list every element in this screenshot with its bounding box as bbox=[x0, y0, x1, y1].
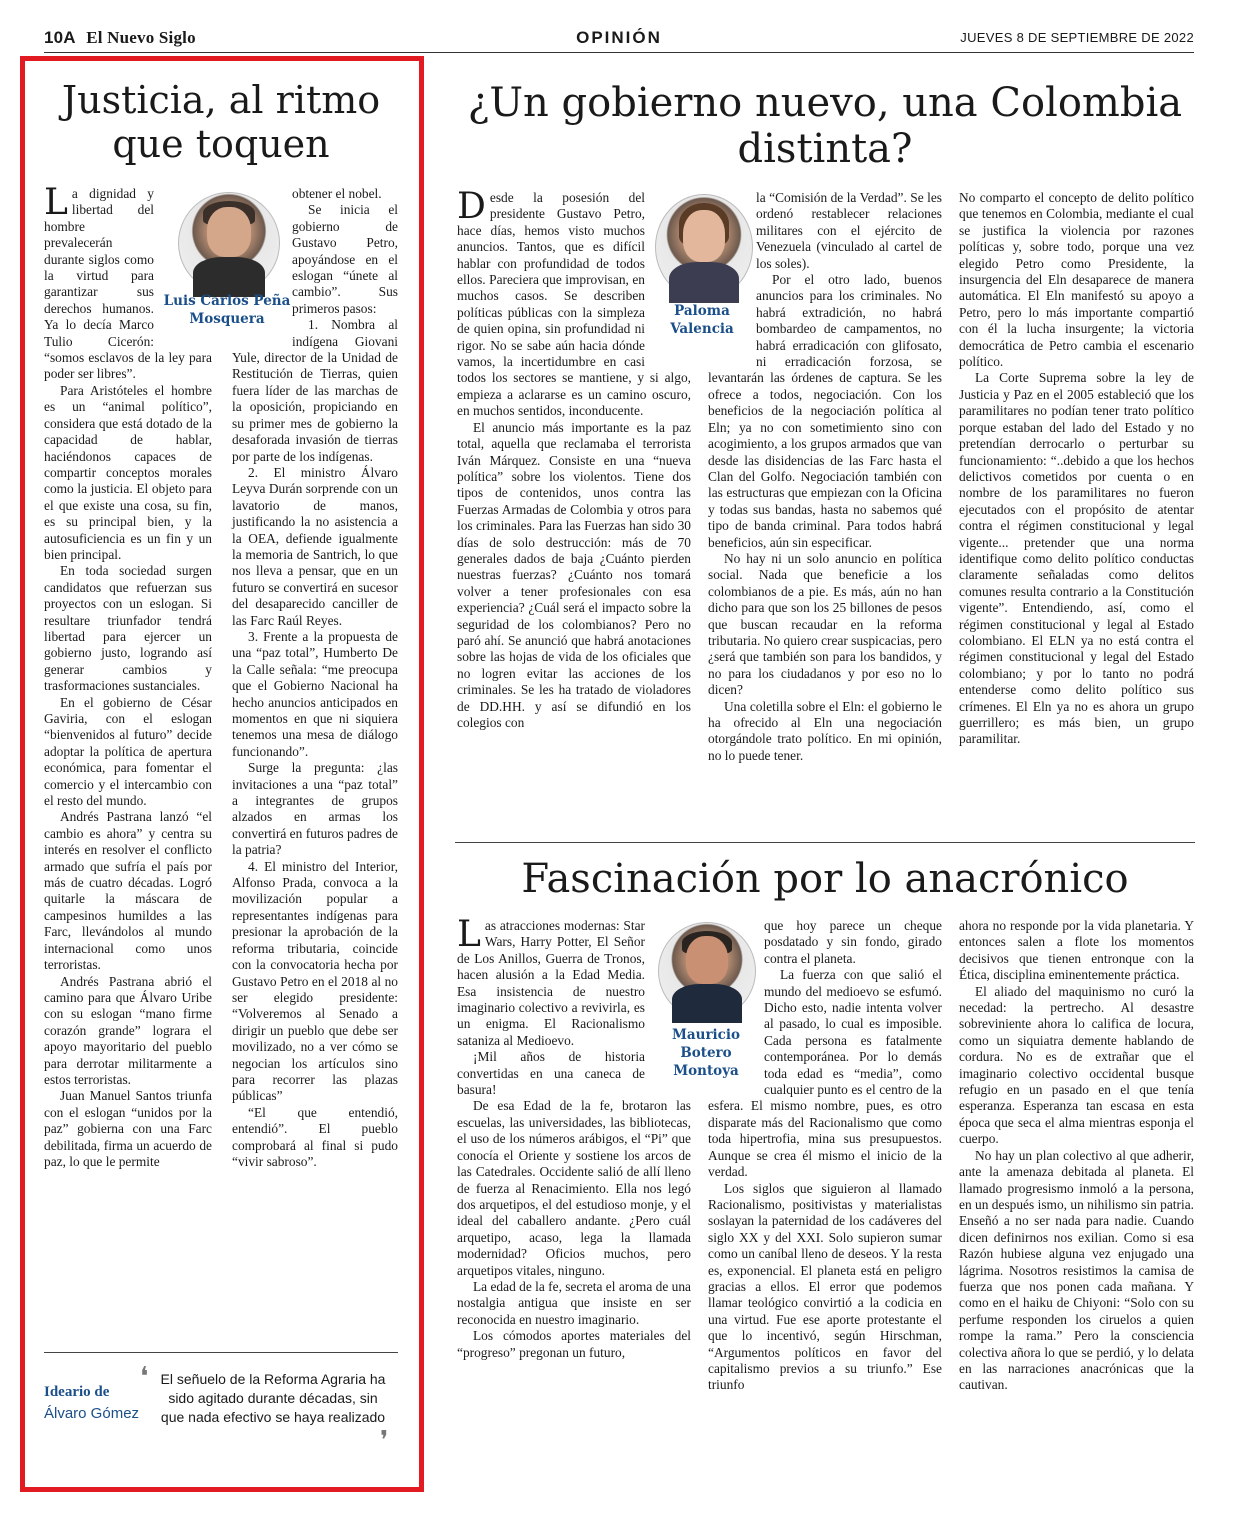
page-number: 10A bbox=[44, 28, 76, 47]
article2-title: ¿Un gobierno nuevo, una Colombia distinta? bbox=[467, 80, 1183, 173]
drop-cap: L bbox=[457, 914, 481, 955]
article-divider bbox=[455, 842, 1195, 843]
paragraph: Juan Manuel Santos triunfa con el eslogan “unidos por la paz” gobierna con una Farc debilitada, firma un acuerdo de paz, lo que le permite bbox=[44, 1088, 212, 1169]
article2-column-3 bbox=[959, 190, 1194, 748]
paragraph: Andrés Pastrana abrió el camino para que Álvaro Uribe con su eslogan “mano firme corazón grande” lograra el apoyo mayoritario del pueblo para derrotar militarmente a estos terroristas. bbox=[44, 973, 212, 1087]
paragraph: La fuerza con que salió el mundo del medioevo se esfumó. Dicho esto, nadie intenta volver al pasado, lo cual es imposible. Cada persona es fatalmente contemporánea. Por lo demás toda edad es “media”, como cualquier punto es el centro de la esfera. El mismo nombre, pues, es otro disparate más del Racionalismo que como toda hipertrofia, mina sus presupuestos. Aunque se crea él mismo el inicio de la verdad. bbox=[708, 967, 942, 1180]
paragraph: La dignidad y libertad del hombre prevalecerán durante siglos como la virtud para garantizar sus derechos humanos. Ya lo decía Marco Tulio Cicerón: “somos esclavos de la ley para poder ser libres”. bbox=[44, 182, 212, 382]
article3-title: Fascinación por lo anacrónico bbox=[521, 856, 1129, 902]
ideario-divider bbox=[44, 1352, 398, 1353]
photo-spacer bbox=[645, 190, 691, 366]
paragraph: Desde la posesión del presidente Gustavo Petro, hace días, hemos visto muchos anuncios. Tantos, que es difícil hablar con profundidad de todos ellos. Pareciera que improvisan, en muchos casos. Se describen políticas públicas con la simpleza de quien opina, sin profundidad ni rigor. No se sabe aún hacia dónde vamos, la incertidumbre en casi todos los sectores se mantiene, y si algo, empieza a aclararse es un camino oscuro, en muchos sentidos, inconducente. bbox=[457, 186, 691, 419]
article1-author: Luis Carlos Peña Mosquera bbox=[163, 293, 291, 327]
article2-column-2 bbox=[708, 190, 942, 764]
ideario-label: Ideario de bbox=[44, 1384, 110, 1400]
header-divider bbox=[44, 52, 1194, 53]
article2-column-1 bbox=[457, 186, 691, 731]
article1-column-1 bbox=[44, 182, 212, 1170]
paragraph: Los siglos que siguieron al llamado Racionalismo, positivistas y materialistas soslayan la paternidad de los cadáveres del siglo XX y del XXI. Solo supieron sumar como un caníbal lleno de deseos. Y la resta es, exponencial. El planeta está en peligro gracias a ellos. El error que podemos llamar teológico convirtió a la codicia en una virtud. Fue ese aporte protestante el que lo incentivó, según Hirschman, “Argumentos políticos en favor del capitalismo previos a su triunfo.” Ese triunfo bbox=[708, 1180, 942, 1393]
paragraph: Andrés Pastrana lanzó “el cambio es ahora” y centra su interés en resolver el conflicto armado que sufría el país por más de cuatro décadas. Logró quitarle la máscara de campesinos humildes a las Farc, llevándolos al mundo internacional como unos terroristas. bbox=[44, 809, 212, 973]
article3-column-2 bbox=[708, 918, 942, 1394]
paragraph: obtener el nobel. bbox=[292, 186, 382, 201]
paragraph: 3. Frente a la propuesta de una “paz total”, Humberto De la Calle señala: “me preocupa que el Gobierno Nacional ha hecho anuncios anticipados en momentos en que ni siquiera tenemos una mesa de diálogo funcionando”. bbox=[232, 628, 398, 759]
paragraph: Una coletilla sobre el Eln: el gobierno le ha ofrecido al Eln una negociación otorgándole trato político. En mi opinión, no lo puede tener. bbox=[708, 698, 942, 763]
ideario-name: Álvaro Gómez bbox=[44, 1405, 140, 1422]
paragraph: “El que entendió, entendió”. El pueblo comprobará al final si pudo “vivir sabroso”. bbox=[232, 1104, 398, 1169]
paragraph: La Corte Suprema sobre la ley de Justicia y Paz en el 2005 estableció que los paramilitares no podían tener trato político porque estaban del lado del Estado y no pretendían derrocarlo o perturbar su funcionamiento: “..debido a que los hechos delictivos cometidos por cuenta o en nombre de los paramilitares no fueron ejecutados con el propósito de atentar contra el régimen constitucional y legal vigente... pretender que una norma identifique como delito político conductas claramente señaladas como delitos comunes resulta contrario a la Constitución vigente”. Entendiendo, así, como el régimen constitucional y legal al Estado colombiano. El ELN ya no está contra el régimen constitucional y legal del Estado colombiano; y por lo tanto no podrá entenderse como delito político sus crímenes. El Eln ya no es ahora un grupo guerrillero; es más bien, un grupo paramilitar. bbox=[959, 370, 1194, 747]
drop-cap: L bbox=[44, 182, 68, 223]
paragraph: 1. Nombra al indígena Giovani Yule, director de la Unidad de Restitución de Tierras, quien fuera líder de las marchas de la oposición, propiciando en su primer mes de gobierno la desaforada invasión de tierras por parte de los indígenas. bbox=[232, 317, 398, 464]
paragraph: La edad de la fe, secreta el aroma de una nostalgia antigua que insiste en ser reconocida en nuestro imaginario. bbox=[457, 1278, 691, 1327]
ideario-quote: El señuelo de la Reforma Agraria ha sido agitado durante décadas, sin que nada efectivo se haya realizado bbox=[160, 1371, 386, 1425]
paragraph: El aliado del maquinismo no curó la necedad: la pertrecho. Al desastre sobreviniente ahora lo califica de locura, como un siquiatra demente hablando de cordura. No es de extrañar que el imaginario colectivo occidental busque refugio en un pasado en el que tenía esperanza. Esperanza tan escasa en esta época que seca el alma mientras esponja el cuerpo. bbox=[959, 983, 1194, 1147]
section-title: OPINIÓN bbox=[576, 28, 662, 47]
paragraph: Surge la pregunta: ¿las invitaciones a una “paz total” a integrantes de grupos alzados en armas los convertirá en futuros padres de la patria? bbox=[232, 760, 398, 858]
article3-author: Mauricio Botero Montoya bbox=[671, 1027, 741, 1079]
close-quote-icon: ❜ bbox=[380, 1426, 389, 1456]
paragraph: Los cómodos aportes materiales del “progreso” pregonan un futuro, bbox=[457, 1328, 691, 1360]
photo-spacer bbox=[708, 190, 756, 366]
drop-cap: D bbox=[457, 186, 486, 227]
paragraph: En el gobierno de César Gaviria, con el eslogan “bienvenidos al futuro” decide adoptar la política de apertura económica, para fomentar el comercio y el intercambio con el resto del mundo. bbox=[44, 694, 212, 809]
photo-spacer bbox=[645, 918, 691, 1094]
paper-name: El Nuevo Siglo bbox=[86, 28, 196, 47]
article2-author: Paloma Valencia bbox=[670, 303, 734, 337]
paragraph: 4. El ministro del Interior, Alfonso Prada, convoca a la movilización popular a representantes indígenas para presionar la aprobación de la reforma tributaria, coincide con la convocatoria hecha por Gustavo Petro en el 2018 al no ser elegido presidente: “Volveremos al Senado a dirigir un pueblo que debe ser movilizado, no a ver cómo se negocian los artículos sino para recorrer las plazas públicas” bbox=[232, 858, 398, 1104]
paragraph: 2. El ministro Álvaro Leyva Durán sorprende con un lavatorio de manos, justificando la no asistencia a la OEA, defiende igualmente la memoria de Santrich, lo que nos lleva a pensar, que en un futuro se convertirá en sucesor del desaparecido canciller de las Farc Raúl Reyes. bbox=[232, 464, 398, 628]
article1-column-2 bbox=[232, 186, 398, 1170]
paragraph: Se inicia el gobierno de Gustavo Petro, apoyándose en el eslogan “únete al cambio”. Sus primeros pasos: bbox=[292, 202, 398, 316]
paragraph: No comparto el concepto de delito político que tenemos en Colombia, mediante el cual se justifica la violencia por razones políticas y, sobre todo, porque una vez elegido Petro como Presidente, la insurgencia del Eln desaparece de manera automática. El Eln manifestó su apoyo a Petro, pero lo más importante compartió con él la lucha insurgente; la victoria democrática de Petro cambia el escenario político. bbox=[959, 190, 1194, 370]
photo-spacer bbox=[154, 186, 212, 336]
paragraph: Por el otro lado, buenos anuncios para los criminales. No habrá extradición, no habrá bombardeo de campamentos, no habrá erradicación con glifosato, ni erradicación forzosa, se levantarán las órdenes de captura. Se les ofrece a todos, negociación. Con los beneficios de la negociación política al Eln; ya no con sometimiento sino con acogimiento, a los grupos armados que van desde las disidencias de las Farc hasta el Clan del Golfo. Negociación también con las estructuras que empiezan con la Oficina y todas sus bandas, hasta no sabemos qué tipo de banda criminal. Para todos habrá beneficios, aún sin especificar. bbox=[708, 272, 942, 550]
paragraph: la “Comisión de la Verdad”. Se les ordenó restablecer relaciones militares con el ejército de Venezuela (vinculado al cartel de los soles). bbox=[756, 190, 942, 271]
open-quote-icon: ❛ bbox=[140, 1362, 149, 1392]
paragraph: que hoy parece un cheque posdatado y sin fondo, girado contra el planeta. bbox=[764, 918, 942, 966]
page-header bbox=[44, 28, 1194, 54]
paragraph: En toda sociedad surgen candidatos que refuerzan sus proyectos con un eslogan. Si resultare triunfador tendrá libertad para ejercer un gobierno justo, logrando así generar cambios y trasformaciones sustanciales. bbox=[44, 563, 212, 694]
photo-spacer bbox=[232, 186, 292, 338]
article3-column-3 bbox=[959, 918, 1194, 1394]
article3-column-1 bbox=[457, 914, 691, 1361]
paragraph: Las atracciones modernas: Star Wars, Harry Potter, El Señor de Los Anillos, Guerra de Tronos, hacen alusión a la Edad Media. Esa insistencia de nuestro imaginario colectivo a revivirla, es un enigma. El Racionalismo sataniza al Medioevo. bbox=[457, 914, 645, 1048]
paragraph: ahora no responde por la vida planetaria. Y entonces salen a flote los momentos decisivos que tienen entronque con la Ética, disciplina eminentemente práctica. bbox=[959, 918, 1194, 983]
paragraph: De esa Edad de la fe, brotaron las escuelas, las universidades, las bibliotecas, el uso de los números arábigos, el “Pi” que conocía el Oriente y sostiene los arcos de las Catedrales. Occidente salió de allí lleno de fuerza al Renacimiento. Ella nos legó dos arquetipos, el del estudioso monje, y el ideal del caballero andante. ¿Pero cuál arquetipo, acaso, lega la llamada modernidad? Oficios muchos, pero arquetipos vitales, ninguno. bbox=[457, 1098, 691, 1278]
article1-title: Justicia, al ritmo que toquen bbox=[61, 78, 381, 167]
paragraph: ¡Mil años de historia convertidas en una caneca de basura! bbox=[457, 1049, 645, 1098]
paragraph: Para Aristóteles el hombre es un “animal político”, considera que está dotado de la capacidad de hablar, haciéndonos capaces de compartir conceptos morales como la justicia. El objeto para el que existe una cosa, su fin, es su principal bien, y la autosuficiencia es un fin y un bien principal. bbox=[44, 382, 212, 562]
photo-spacer bbox=[708, 918, 764, 1094]
issue-date: JUEVES 8 DE SEPTIEMBRE DE 2022 bbox=[960, 30, 1194, 45]
paragraph: El anuncio más importante es la paz total, aquella que reclamaba el terrorista Iván Márquez. Consiste en una “nueva política” sobre los violentos. Tiene dos tipos de contenidos, unos contra las Fuerzas Armadas de Colombia y otros para los criminales. Para las Fuerzas han sido 30 días de solo destrucción: más de 70 generales dados de baja ¿Cuánto pierden nuestras fuerzas? ¿Cuánto nos tomará volver a tener profesionales con esa experiencia? ¿Cuál será el impacto sobre la seguridad de los colombianos? Pero no paró ahí. Se anunció que habrá anotaciones sobre las hojas de vida de los oficiales que no logren evitar las acciones de los criminales. Se les ha tratado de violadores de DD.HH. y así se difundió en los colegios con bbox=[457, 419, 691, 730]
paragraph: No hay ni un solo anuncio en política social. Nada que beneficie a los colombianos de a pie. Es más, aún no han dicho para que son los 25 billones de pesos que buscan recaudar en la reforma tributaria. No quiero crear suspicacias, pero ¿será que también son para los bandidos, y no para los ciudadanos y por eso no lo dicen? bbox=[708, 550, 942, 698]
paragraph: No hay un plan colectivo al que adherir, ante la amenaza debitada al planeta. El llamado progresismo inmoló a la persona, en un después ismo, un nihilismo sin patria. Enseñó a no ser nada para nadie. Cuando dicen definirnos nos exilian. Como si esa Razón hubiese alguna vez enjugado una lágrima. Nosotros resistimos la camisa de fuerza que nos ponen cada mañana. Y como en el haiku de Chiyoni: “Solo con su perfume responden los ciruelos a quien rompe la rama.” Pero la consciencia colectiva añora lo que se perdió, y lo delata en las narraciones anacrónicas que la cautivan. bbox=[959, 1147, 1194, 1393]
